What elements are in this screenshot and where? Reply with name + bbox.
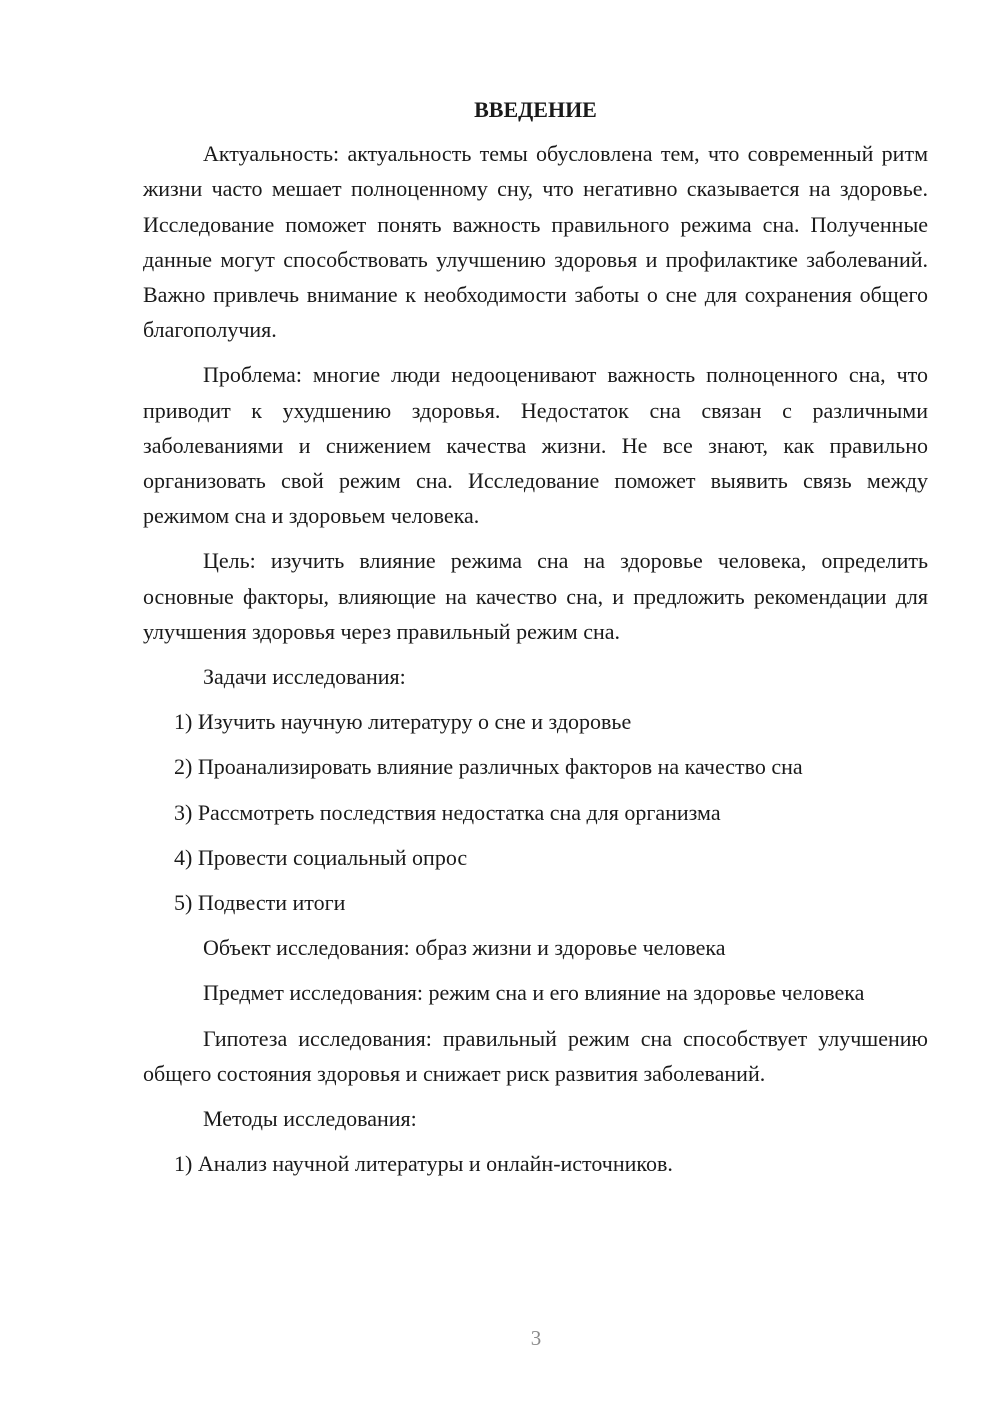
- problem-paragraph: Проблема: многие люди недооценивают важность полноценного сна, что приводит к ухудшению здоровья. Недостаток сна связан с различными заболеваниями и снижением качества жизни. Не все знают, как правильно организовать свой режим сна. Исследование поможет выявить связь между режимом сна и здоровьем человека.: [143, 362, 928, 529]
- subject-paragraph: Предмет исследования: режим сна и его влияние на здоровье человека: [203, 980, 865, 1006]
- tasks-title: Задачи исследования:: [203, 664, 406, 690]
- task-item: 4) Провести социальный опрос: [174, 844, 468, 870]
- method-item: 1) Анализ научной литературы и онлайн-источников.: [174, 1151, 673, 1177]
- goal-paragraph: Цель: изучить влияние режима сна на здоровье человека, определить основные факторы, влияющие на качество сна, и предложить рекомендации для улучшения здоровья через правильный режим сна.: [143, 548, 928, 644]
- methods-title: Методы исследования:: [203, 1106, 417, 1132]
- task-item: 3) Рассмотреть последствия недостатка сна для организма: [174, 799, 721, 825]
- task-item: 1) Изучить научную литературу о сне и здоровье: [174, 709, 632, 735]
- section-heading: ВВЕДЕНИЕ: [474, 97, 597, 122]
- hypothesis-paragraph: Гипотеза исследования: правильный режим сна способствует улучшению общего состояния здоровья и снижает риск развития заболеваний.: [143, 1025, 928, 1086]
- object-paragraph: Объект исследования: образ жизни и здоровье человека: [203, 935, 726, 961]
- page-number: 3: [530, 1326, 542, 1350]
- page-content: [143, 92, 928, 1191]
- relevance-paragraph: Актуальность: актуальность темы обусловлена тем, что современный ритм жизни часто мешает полноценному сну, что негативно сказывается на здоровье. Исследование поможет понять важность правильного режима сна. Полученные данные могут способствовать улучшению здоровья и профилактике заболеваний. Важно привлечь внимание к необходимости заботы о сне для сохранения общего благополучия.: [143, 141, 928, 343]
- task-item: 5) Подвести итоги: [174, 890, 346, 916]
- task-item: 2) Проанализировать влияние различных факторов на качество сна: [174, 754, 803, 780]
